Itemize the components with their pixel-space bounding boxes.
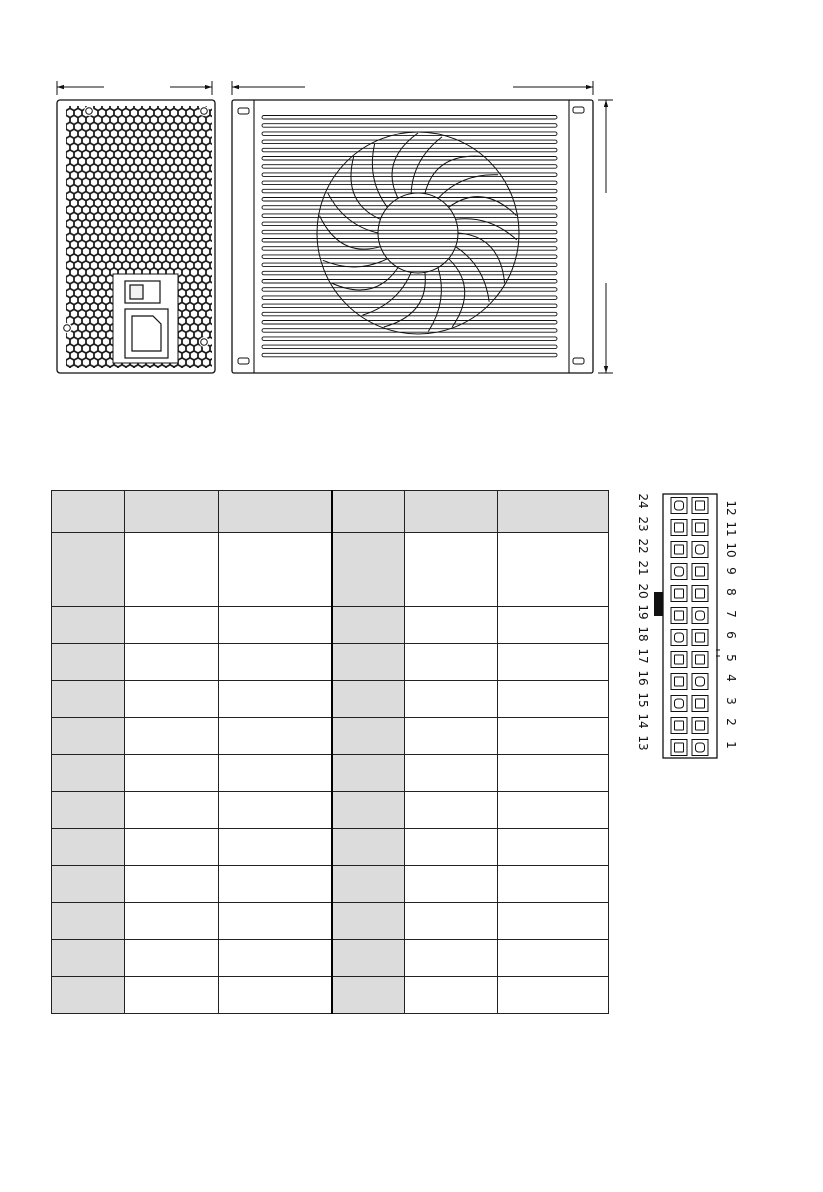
pin-number-cell (332, 977, 405, 1014)
connector-pin-contact (696, 523, 705, 532)
table-cell (125, 792, 219, 829)
pin-label: 19 (636, 604, 650, 620)
table-cell (498, 607, 609, 644)
table-cell (498, 681, 609, 718)
connector-pin-contact (675, 677, 684, 686)
connector-pin-contact (675, 523, 684, 532)
table-cell (498, 829, 609, 866)
pin-label: 8 (724, 588, 738, 596)
connector-pin-contact (675, 589, 684, 598)
table-cell (125, 755, 219, 792)
connector-pin-contact (696, 567, 705, 576)
table-header-cell (332, 491, 405, 533)
table-header-cell (405, 491, 498, 533)
table-cell (125, 607, 219, 644)
psu-back-panel-view (57, 100, 215, 373)
connector-pin-contact (696, 677, 705, 686)
psu-drawings (0, 0, 823, 400)
table-header-cell (219, 491, 332, 533)
connector-pin-contact (675, 611, 684, 620)
table-row (52, 866, 609, 903)
pin-number-cell (332, 940, 405, 977)
pin-number-cell (332, 533, 405, 607)
connector-pin-contact (696, 655, 705, 664)
table-cell (405, 829, 498, 866)
pin-number-cell (332, 644, 405, 681)
pin-number-cell (52, 866, 125, 903)
connector-latch (654, 592, 663, 616)
pin-label: 23 (636, 516, 650, 532)
pin-label: 5 (724, 654, 738, 662)
pin-number-cell (52, 718, 125, 755)
pin-number-cell (332, 792, 405, 829)
pin-number-cell (332, 755, 405, 792)
table-cell (219, 792, 332, 829)
table-cell (498, 533, 609, 607)
pin-label: 7 (724, 610, 738, 618)
pin-number-cell (52, 903, 125, 940)
pin-label: 22 (636, 538, 650, 554)
table-cell (405, 940, 498, 977)
table-cell (219, 681, 332, 718)
width-dimension-fan-side (232, 81, 593, 95)
table-cell (498, 755, 609, 792)
pin-number-cell (52, 829, 125, 866)
table-cell (219, 755, 332, 792)
pin-number-cell (332, 829, 405, 866)
pin-number-cell (52, 644, 125, 681)
table-row (52, 681, 609, 718)
pin-number-cell (332, 718, 405, 755)
table-cell (219, 607, 332, 644)
connector-pin-contact (696, 545, 705, 554)
connector-pin-contact (675, 655, 684, 664)
table-cell (405, 607, 498, 644)
table-row (52, 903, 609, 940)
table-cell (405, 718, 498, 755)
table-header-cell (52, 491, 125, 533)
table-cell (498, 718, 609, 755)
pin-number-cell (52, 607, 125, 644)
pin-number-cell (332, 607, 405, 644)
table-row (52, 792, 609, 829)
table-cell (498, 903, 609, 940)
table-cell (219, 718, 332, 755)
table-cell (405, 644, 498, 681)
pin-label: 4 (724, 674, 738, 682)
table-cell (125, 903, 219, 940)
table-cell (219, 866, 332, 903)
left-pin-labels (636, 493, 650, 750)
pin-label: 11 (724, 521, 738, 537)
connector-pin-contact (675, 545, 684, 554)
table-row (52, 718, 609, 755)
connector-pin-contact (675, 721, 684, 730)
table-cell (125, 718, 219, 755)
table-cell (125, 533, 219, 607)
table-row (52, 533, 609, 607)
pin-number-cell (52, 977, 125, 1014)
table-cell (498, 792, 609, 829)
table-cell (219, 533, 332, 607)
right-pin-labels (724, 500, 738, 748)
connector-pin-contact (696, 501, 705, 510)
ac-inlet-socket-icon (125, 309, 168, 358)
width-dimension-back (57, 81, 212, 95)
pin-label: 10 (724, 542, 738, 558)
pin-number-cell (52, 792, 125, 829)
pin-number-cell (332, 903, 405, 940)
pin-number-cell (52, 755, 125, 792)
table-cell (498, 977, 609, 1014)
table-cell (125, 681, 219, 718)
table-row (52, 644, 609, 681)
table-cell (125, 829, 219, 866)
pin-number-cell (52, 940, 125, 977)
table-row (52, 829, 609, 866)
atx-24-pin-connector (620, 480, 750, 770)
table-cell (498, 644, 609, 681)
pin-label: 17 (636, 648, 650, 664)
table-cell (405, 866, 498, 903)
connector-pin-contact (675, 743, 684, 752)
table-cell (405, 681, 498, 718)
pin-label: 18 (636, 626, 650, 642)
pin-label: 21 (636, 560, 650, 576)
pin-label: 20 (636, 583, 650, 599)
table-cell (219, 903, 332, 940)
connector-pin-contact (696, 699, 705, 708)
table-cell (498, 940, 609, 977)
table-row (52, 977, 609, 1014)
power-switch-icon (125, 281, 160, 303)
pinout-table-body (52, 491, 609, 1014)
connector-pin-contact (696, 743, 705, 752)
pin-label: 24 (636, 493, 650, 509)
table-cell (405, 755, 498, 792)
pin-number-cell (332, 866, 405, 903)
table-header-cell (498, 491, 609, 533)
table-cell (405, 533, 498, 607)
table-header-row (52, 491, 609, 533)
pin-label: 3 (724, 697, 738, 705)
pin-number-cell (332, 681, 405, 718)
pin-label: 15 (636, 692, 650, 708)
table-row (52, 755, 609, 792)
table-cell (498, 866, 609, 903)
table-cell (219, 977, 332, 1014)
table-cell (125, 866, 219, 903)
table-cell (405, 903, 498, 940)
pin-label: 16 (636, 670, 650, 686)
psu-fan-side-view (232, 100, 593, 373)
pin-label: 9 (724, 567, 738, 575)
pin-label: 1 (724, 741, 738, 749)
pin-label: 2 (724, 718, 738, 726)
table-cell (125, 644, 219, 681)
connector-pin-contact (696, 589, 705, 598)
pin-number-cell (52, 533, 125, 607)
table-cell (405, 792, 498, 829)
table-cell (219, 644, 332, 681)
pin-label: 14 (636, 713, 650, 729)
table-header-cell (125, 491, 219, 533)
height-dimension (598, 100, 613, 373)
table-cell (125, 977, 219, 1014)
table-cell (405, 977, 498, 1014)
table-row (52, 607, 609, 644)
pin-label: 12 (724, 500, 738, 516)
pin-label: 13 (636, 735, 650, 751)
connector-pin-contact (696, 721, 705, 730)
pinout-table (51, 490, 609, 1014)
connector-pin-contact (675, 699, 684, 708)
pin-label: 6 (724, 631, 738, 639)
table-cell (125, 940, 219, 977)
table-cell (219, 829, 332, 866)
connector-pin-contact (696, 633, 705, 642)
connector-pin-contact (675, 501, 684, 510)
pin-number-cell (52, 681, 125, 718)
table-row (52, 940, 609, 977)
table-cell (219, 940, 332, 977)
connector-pin-contact (675, 633, 684, 642)
connector-pin-contact (696, 611, 705, 620)
connector-pin-contact (675, 567, 684, 576)
